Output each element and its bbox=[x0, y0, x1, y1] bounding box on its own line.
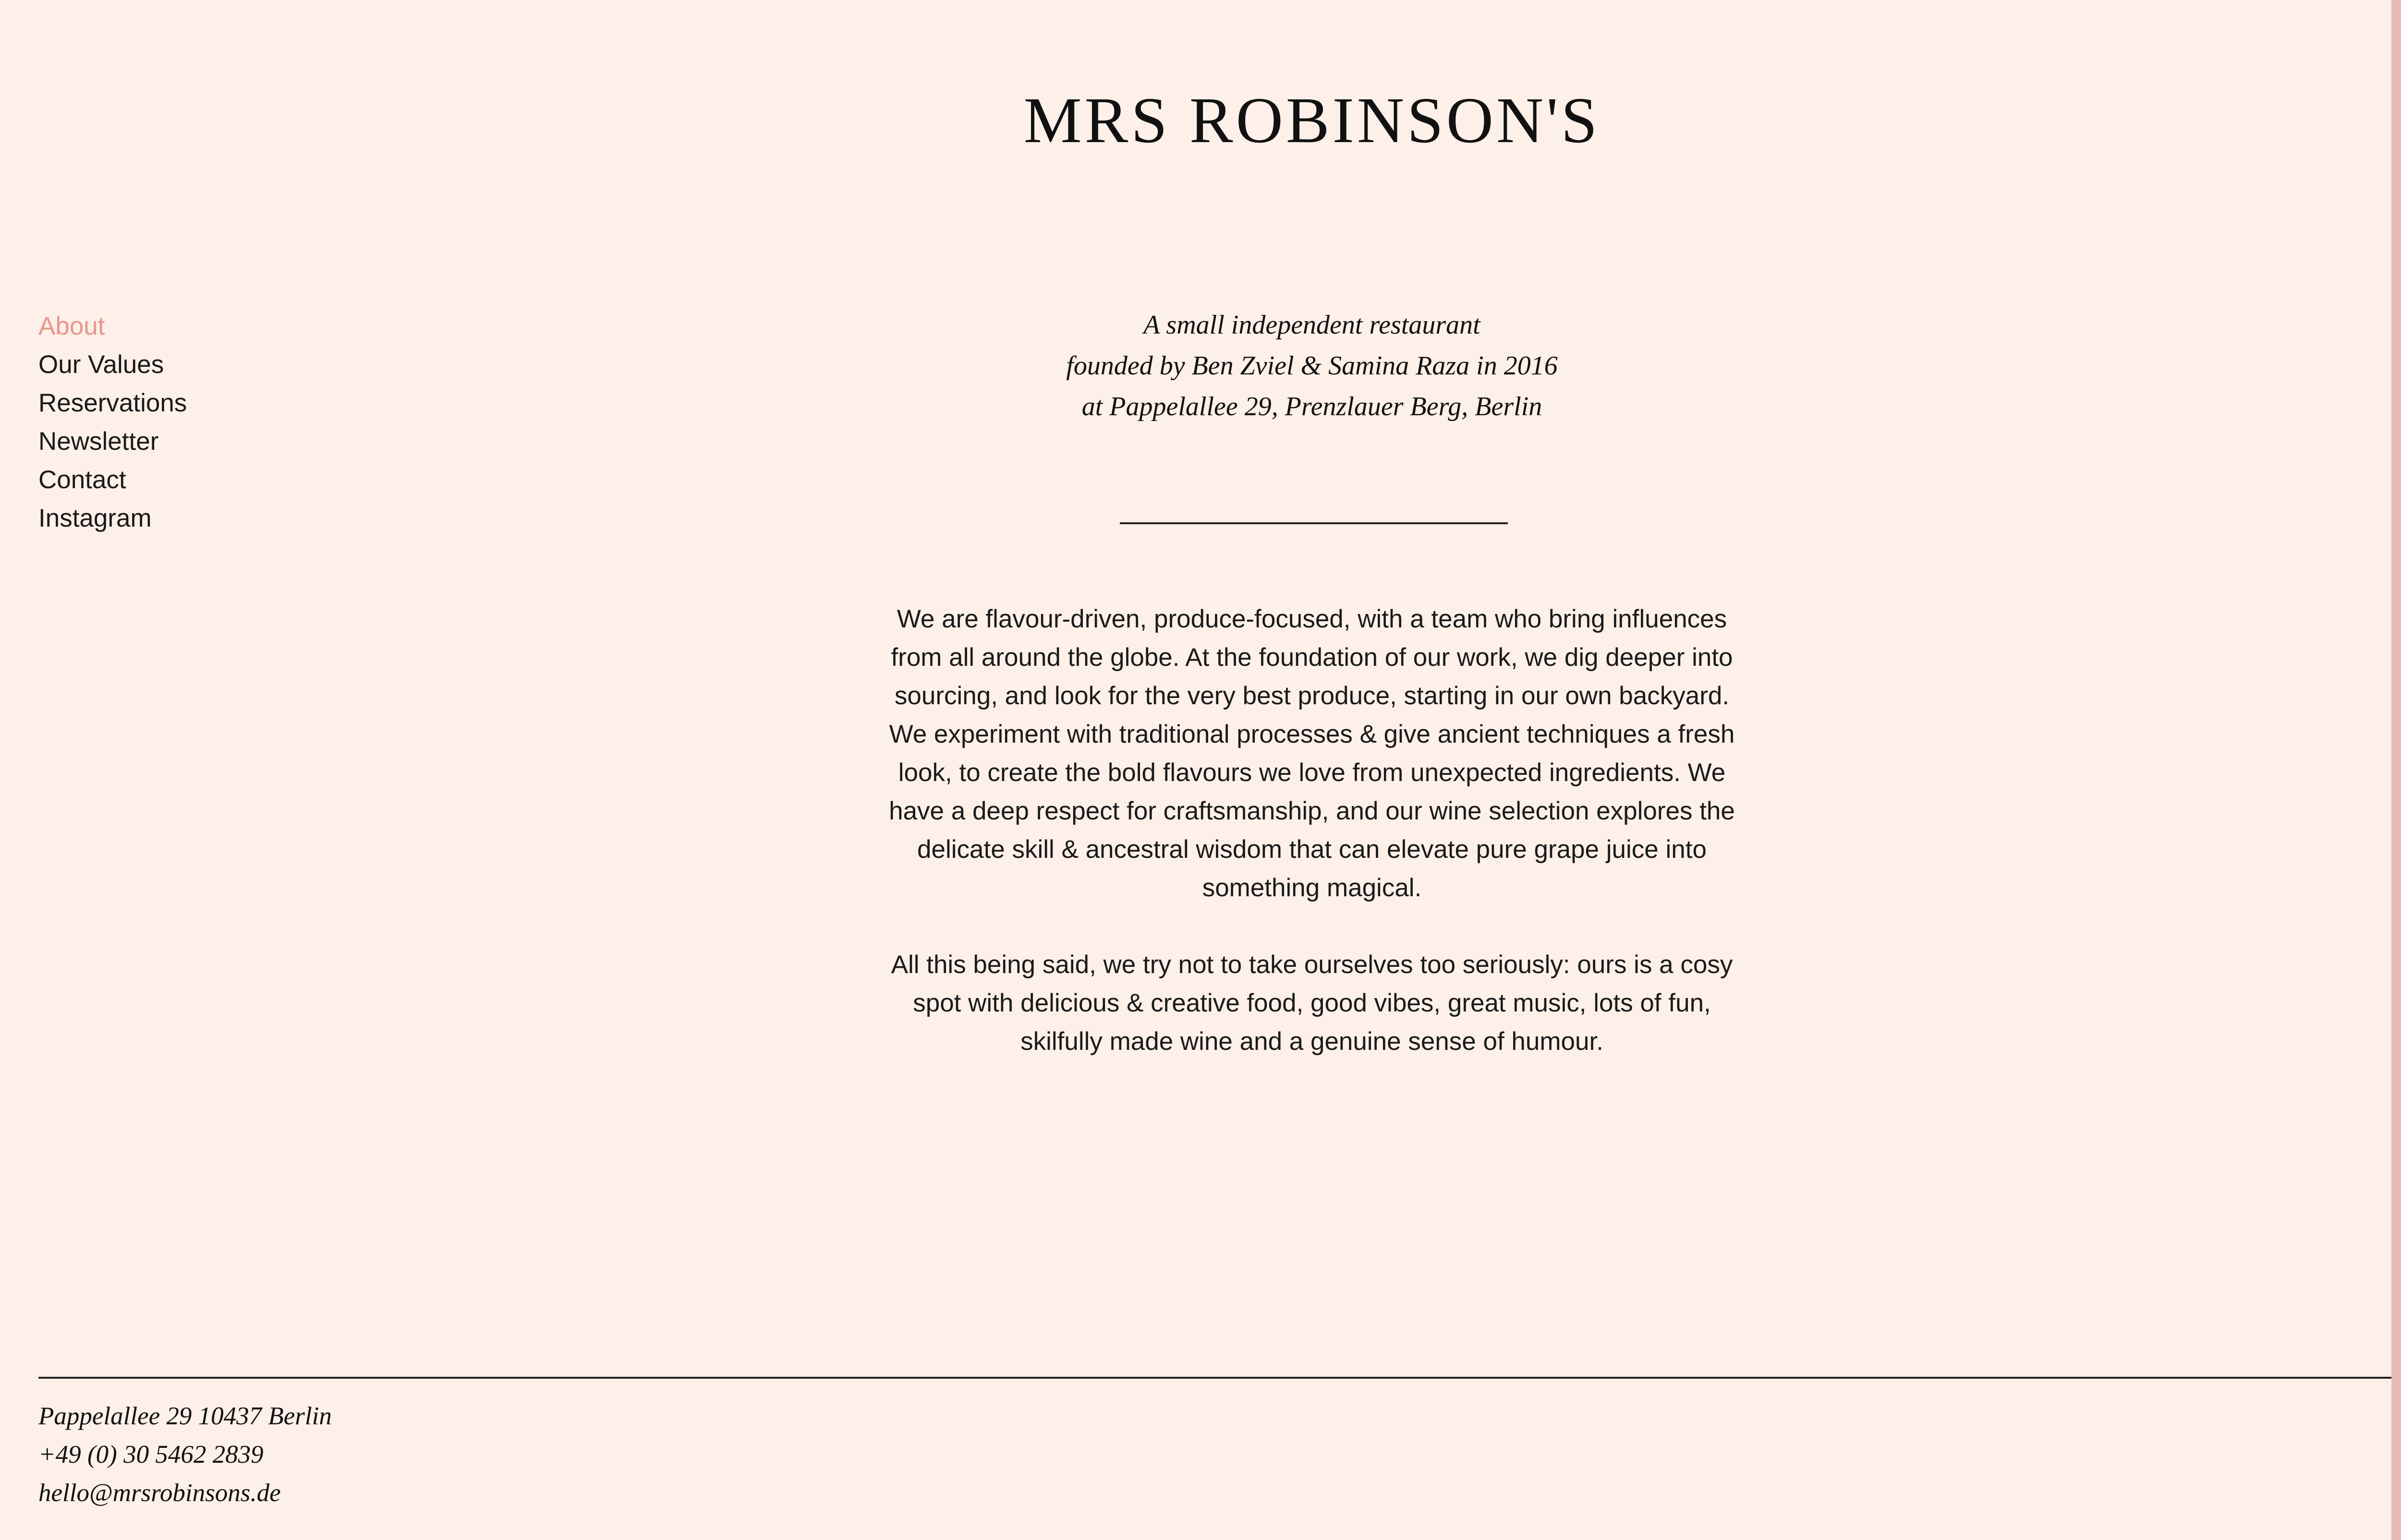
footer-email[interactable]: hello@mrsrobinsons.de bbox=[38, 1479, 281, 1507]
intro-line: at Pappelallee 29, Prenzlauer Berg, Berlin bbox=[1081, 392, 1542, 421]
section-divider bbox=[1120, 522, 1508, 524]
footer-phone[interactable]: +49 (0) 30 5462 2839 bbox=[38, 1441, 264, 1468]
intro-text bbox=[0, 305, 2401, 427]
about-body bbox=[880, 600, 1744, 1099]
nav-item-contact[interactable]: Contact bbox=[38, 466, 126, 494]
footer-divider bbox=[38, 1377, 2391, 1379]
tab-dinner-menu[interactable] bbox=[2391, 0, 2401, 1540]
site-title[interactable]: MRS ROBINSON'S bbox=[1023, 84, 1601, 156]
about-paragraph: All this being said, we try not to take ourselves too seriously: ours is a cosy spot with delicious & creative food, good vibes, great music, lots of fun, skilfully made wine and a genuine sense of humour. bbox=[891, 950, 1733, 1056]
footer bbox=[38, 1397, 332, 1512]
nav-item-about[interactable]: About bbox=[38, 312, 105, 340]
intro-line: A small independent restaurant bbox=[1143, 310, 1480, 340]
about-paragraph: We are flavour-driven, produce-focused, with a team who bring influences from all around the globe. At the foundation of our work, we dig deeper into sourcing, and look for the very best produce, starting in our own backyard. We experiment with traditional processes & give ancient techniques a fresh look, to create the bold flavours we love from unexpected ingredients. We have a deep respect for craftsmanship, and our wine selection explores the delicate skill & ancestral wisdom that can elevate pure grape juice into something magical. bbox=[889, 605, 1735, 902]
nav-item-instagram[interactable]: Instagram bbox=[38, 504, 152, 532]
footer-address: Pappelallee 29 10437 Berlin bbox=[38, 1402, 332, 1430]
nav-item-reservations[interactable]: Reservations bbox=[38, 389, 187, 417]
intro-line: founded by Ben Zviel & Samina Raza in 2016 bbox=[1066, 351, 1558, 381]
nav-item-our-values[interactable]: Our Values bbox=[38, 350, 164, 379]
nav-item-newsletter[interactable]: Newsletter bbox=[38, 427, 159, 456]
